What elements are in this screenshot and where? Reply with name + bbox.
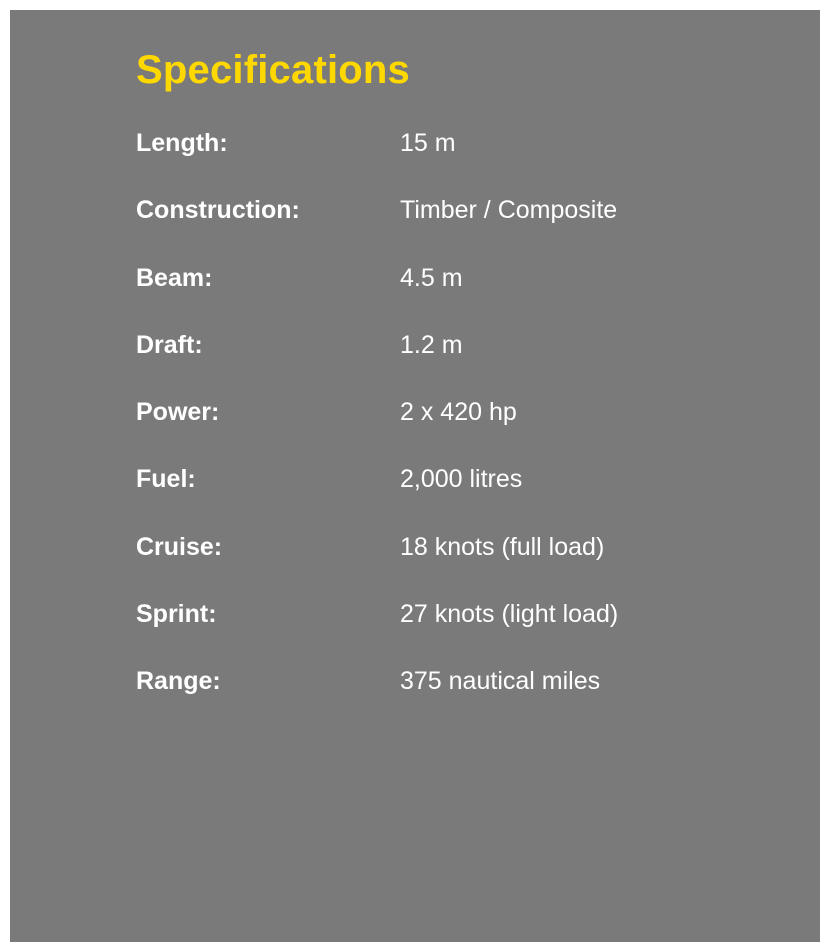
- table-row: [136, 668, 618, 735]
- spec-label: Range:: [136, 667, 221, 695]
- spec-label: Construction:: [136, 196, 300, 225]
- spec-label: Sprint:: [136, 599, 217, 628]
- table-row: [136, 332, 618, 399]
- spec-value: 2,000 litres: [400, 465, 523, 494]
- spec-value: 4.5 m: [400, 263, 463, 292]
- spec-label: Fuel:: [136, 465, 196, 494]
- table-row: [136, 466, 618, 533]
- spec-value: 15 m: [400, 129, 456, 157]
- table-row: [136, 265, 618, 332]
- spec-value: Timber / Composite: [400, 196, 618, 225]
- spec-value: 1.2 m: [400, 330, 463, 359]
- specifications-panel: [10, 10, 820, 942]
- spec-value: 2 x 420 hp: [400, 398, 517, 426]
- spec-label: Power:: [136, 398, 220, 426]
- spec-label: Cruise:: [136, 532, 223, 561]
- spec-value: 375 nautical miles: [400, 667, 601, 695]
- table-row: [136, 399, 618, 466]
- spec-label: Draft:: [136, 330, 203, 359]
- table-row: [136, 534, 618, 601]
- table-row: [136, 130, 618, 197]
- spec-value: 27 knots (light load): [400, 599, 619, 628]
- specifications-table: [136, 130, 618, 735]
- specifications-table-body: [136, 130, 618, 735]
- table-row: [136, 197, 618, 264]
- spec-value: 18 knots (full load): [400, 532, 605, 561]
- page-title: Specifications: [136, 48, 410, 92]
- table-row: [136, 601, 618, 668]
- spec-label: Beam:: [136, 263, 213, 292]
- spec-label: Length:: [136, 129, 228, 157]
